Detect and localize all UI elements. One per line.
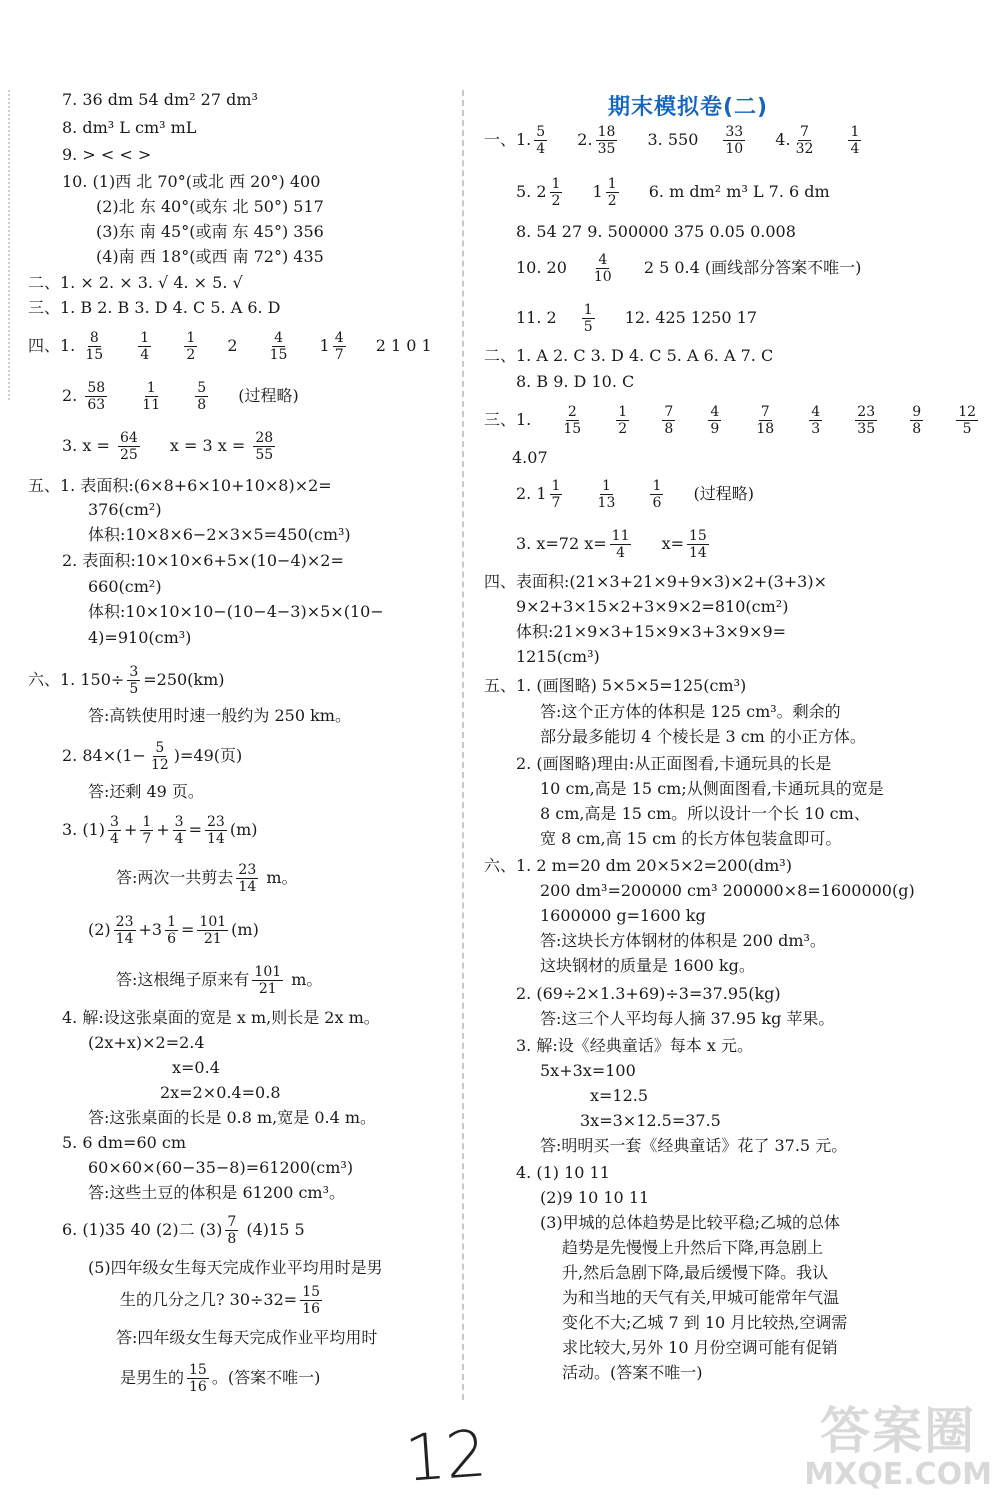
answer-line: 60×60×(60−35−8)=61200(cm³)	[88, 1158, 354, 1177]
watermark-text: 答案圈	[820, 1402, 977, 1460]
answer-line: 9. > < < >	[62, 145, 152, 164]
fraction: $\frac{5}{8}$	[197, 380, 207, 413]
answer-line: 4. 解:设这张桌面的宽是 x m,则长是 2x m。	[62, 1008, 380, 1027]
fraction: $\frac{23}{35}$	[857, 404, 876, 437]
answer-line: 4.07	[512, 448, 548, 467]
answer-line: 这块钢材的质量是 1600 kg。	[540, 956, 755, 975]
answer-line: 答:四年级女生每天完成作业平均用时	[116, 1328, 378, 1347]
fraction: $\frac{7}{8}$	[227, 1214, 237, 1247]
answer-line: 2x=2×0.4=0.8	[160, 1083, 281, 1102]
answer-line: 3x=3×12.5=37.5	[580, 1111, 721, 1130]
answer-line: 答:这个正方体的体积是 125 cm³。剩余的	[540, 702, 841, 721]
answer-line: 部分最多能切 4 个棱长是 3 cm 的小正方体。	[540, 727, 866, 746]
answer-line: (4)南 西 18°(或西 南 72°) 435	[96, 247, 324, 266]
section-6-q1: 六、1. 150÷ $\frac{3}{5}$ =250(km)	[28, 664, 225, 697]
fraction: $\frac{5}{4}$	[536, 124, 546, 157]
fraction: $\frac{1}{2}$	[186, 330, 196, 363]
answer-line: (2x+x)×2=2.4	[88, 1033, 205, 1052]
watermark-logo	[804, 1403, 992, 1491]
fraction: $\frac{1}{5}$	[583, 302, 593, 335]
answer-line: 200 dm³=200000 cm³ 200000×8=1600000(g)	[540, 881, 915, 900]
fraction: $\frac{58}{63}$	[87, 380, 106, 413]
r-section-3-q1: 三、1. $\frac{2}{15}$ $\frac{1}{2}$ $\frac{7}{8}$ $\frac{4}{9}$ $\frac{7}{18}$ $\frac{4}{3}$ $\frac{23}{35}$ $\frac{9}{8}$ $\frac{12}{5}$	[484, 404, 977, 437]
section-4-q3: 3. x = $\frac{64}{25}$ x = 3 x = $\frac{28}{55}$	[62, 430, 274, 463]
section-4-q2: 2. $\frac{58}{63}$ $\frac{1}{11}$ $\frac{5}{8}$ (过程略)	[62, 380, 299, 413]
fraction: $\frac{15}{14}$	[689, 528, 707, 561]
answer-line: 答:明明买一套《经典童话》花了 37.5 元。	[540, 1136, 848, 1155]
answer-line: (2)北 东 40°(或东 北 50°) 517	[96, 197, 324, 216]
handwritten-page-number: 12	[402, 1417, 489, 1497]
section-6-q3-part2: (2) $\frac{23}{14}$ +3 $\frac{1}{6}$ = $\frac{101}{21}$ (m)	[88, 914, 259, 947]
answer-line: (2)9 10 10 11	[540, 1188, 650, 1207]
answer-line: 宽 8 cm,高 15 cm 的长方体包装盒即可。	[540, 829, 842, 848]
fraction: $\frac{101}{21}$	[254, 964, 282, 997]
answer-line: 体积:10×8×6−2×3×5=450(cm³)	[88, 525, 351, 544]
answer-line: 3. 解:设《经典童话》每本 x 元。	[516, 1036, 753, 1055]
fraction: $\frac{1}{2}$	[551, 176, 561, 209]
answer-line: 4)=910(cm³)	[88, 628, 192, 647]
answer-line: 为和当地的天气有关,甲城可能常年气温	[562, 1288, 840, 1307]
column-divider	[462, 90, 464, 1400]
section-6-q2: 2. 84×(1− $\frac{5}{12}$ )=49(页)	[62, 740, 243, 773]
answer-line: 五、1. (画图略) 5×5×5=125(cm³)	[484, 676, 747, 695]
section-3-answers: 三、1. B 2. B 3. D 4. C 5. A 6. D	[28, 298, 281, 317]
fraction: $\frac{2}{15}$	[563, 404, 582, 437]
section-6-q3-answer: 答:两次一共剪去 $\frac{23}{14}$ m。	[116, 862, 298, 895]
fraction: $\frac{23}{14}$	[207, 814, 225, 847]
answer-line: 5x+3x=100	[540, 1061, 636, 1080]
section-2-answers: 二、1. × 2. × 3. √ 4. × 5. √	[28, 273, 243, 292]
fraction: $\frac{11}{4}$	[611, 528, 630, 561]
fraction: $\frac{3}{4}$	[110, 814, 119, 847]
answer-line: (5)四年级女生每天完成作业平均用时是男	[88, 1258, 383, 1277]
fraction: $\frac{15}{16}$	[302, 1284, 321, 1317]
answer-line: 5. 6 dm=60 cm	[62, 1133, 187, 1152]
fraction: $\frac{4}{15}$	[269, 330, 288, 363]
answer-line: 1600000 g=1600 kg	[540, 906, 706, 925]
answer-line: 9×2+3×15×2+3×9×2=810(cm²)	[516, 597, 789, 616]
section-6-q6-answer: 是男生的 $\frac{15}{16}$ 。(答案不唯一)	[120, 1362, 321, 1395]
section-6-q6: 6. (1)35 40 (2)二 (3) $\frac{7}{8}$ (4)15 5	[62, 1214, 305, 1247]
fraction: $\frac{18}{35}$	[597, 124, 616, 157]
answer-line: 四、表面积:(21×3+21×9+9×3)×2+(3+3)×	[484, 572, 827, 591]
fraction: $\frac{7}{18}$	[756, 404, 775, 437]
fraction: $\frac{101}{21}$	[199, 914, 227, 947]
fraction: $\frac{15}{16}$	[189, 1362, 207, 1395]
answer-line: 2. (画图略)理由:从正面图看,卡通玩具的长是	[516, 754, 832, 773]
answer-line: 7. 36 dm 54 dm² 27 dm³	[62, 90, 258, 109]
answer-line: 8 cm,高是 15 cm。所以设计一个长 10 cm、	[540, 804, 870, 823]
answer-line: 答:这块长方体钢材的体积是 200 dm³。	[540, 931, 826, 950]
answer-line: 活动。(答案不唯一)	[562, 1363, 703, 1382]
answer-line: 660(cm²)	[88, 577, 162, 596]
answer-line: (3)甲城的总体趋势是比较平稳;乙城的总体	[540, 1213, 841, 1232]
fraction: $\frac{3}{5}$	[129, 664, 139, 697]
fraction: $\frac{3}{4}$	[174, 814, 184, 847]
answer-line: 376(cm²)	[88, 500, 162, 519]
fraction: $\frac{4}{9}$	[710, 404, 720, 437]
answer-line: 升,然后急剧下降,最后缓慢下降。我认	[562, 1263, 829, 1282]
r-section-1-line5: 11. 2 $\frac{1}{5}$ 12. 425 1250 17	[516, 302, 758, 335]
fraction: $\frac{9}{8}$	[912, 404, 922, 437]
answer-line: 8. 54 27 9. 500000 375 0.05 0.008	[516, 222, 796, 241]
fraction: $\frac{64}{25}$	[119, 430, 138, 463]
fraction: $\frac{33}{10}$	[725, 124, 744, 157]
section-6-q3-part2-answer: 答:这根绳子原来有 $\frac{101}{21}$ m。	[116, 964, 323, 997]
answer-line: 答:这些土豆的体积是 61200 cm³。	[88, 1183, 346, 1202]
answer-line: (3)东 南 45°(或南 东 45°) 356	[96, 222, 324, 241]
fraction: $\frac{7}{8}$	[664, 404, 674, 437]
fraction: $\frac{4}{3}$	[811, 404, 821, 437]
fraction: $\frac{1}{7}$	[551, 478, 561, 511]
answer-line: 变化不大;乙城 7 到 10 月比较热,空调需	[562, 1313, 848, 1332]
fraction: $\frac{1}{6}$	[167, 914, 177, 947]
answer-line: 体积:10×10×10−(10−4−3)×5×(10−	[88, 602, 384, 621]
r-section-2-answers: 二、1. A 2. C 3. D 4. C 5. A 6. A 7. C	[484, 346, 774, 365]
section-6-q3: 3. (1) $\frac{3}{4}$ + $\frac{1}{7}$ + $\frac{3}{4}$ = $\frac{23}{14}$ (m)	[62, 814, 258, 847]
page-title: 期末模拟卷(二)	[608, 95, 769, 120]
answer-line: 4. (1) 10 11	[516, 1163, 610, 1182]
fraction: $\frac{4}{10}$	[593, 252, 612, 285]
answer-line: 答:高铁使用时速一般约为 250 km。	[88, 706, 351, 725]
answer-line: 求比较大,另外 10 月份空调可能有促销	[562, 1338, 838, 1357]
section-6-q6-calc: 生的几分之几? 30÷32= $\frac{15}{16}$	[120, 1284, 321, 1317]
fraction: $\frac{8}{15}$	[85, 330, 104, 363]
fraction: $\frac{12}{5}$	[958, 404, 977, 437]
answer-line: 答:这三个人平均每人摘 37.95 kg 苹果。	[540, 1009, 835, 1028]
answer-line: 2. (69÷2×1.3+69)÷3=37.95(kg)	[516, 984, 781, 1003]
answer-line: 2. 表面积:10×10×6+5×(10−4)×2=	[62, 551, 344, 570]
fraction: $\frac{1}{7}$	[142, 814, 152, 847]
fraction: $\frac{1}{4}$	[850, 124, 860, 157]
answer-line: 五、1. 表面积:(6×8+6×10+10×8)×2=	[28, 476, 332, 495]
r-section-1-line1: 一、1. $\frac{5}{4}$ 2. $\frac{18}{35}$ 3. 550 $\frac{33}{10}$ 4. $\frac{7}{32}$ $\frac{1}{4}$	[484, 124, 860, 157]
answer-line: 10. (1)西 北 70°(或北 西 20°) 400	[62, 172, 321, 191]
answer-line: 六、1. 2 m=20 dm 20×5×2=200(dm³)	[484, 856, 792, 875]
fraction: $\frac{4}{7}$	[334, 330, 344, 363]
answer-line: x=12.5	[590, 1086, 649, 1105]
r-section-1-line4: 10. 20 $\frac{4}{10}$ 2 5 0.4 (画线部分答案不唯一)	[516, 252, 862, 285]
r-section-3-q3: 3. x=72 x= $\frac{11}{4}$ x= $\frac{15}{14}$	[516, 528, 707, 561]
answer-line: 1215(cm³)	[516, 647, 600, 666]
label: 四、1.	[28, 336, 76, 355]
margin-dotted-line	[8, 90, 10, 400]
answer-line: x=0.4	[172, 1058, 220, 1077]
fraction: $\frac{1}{4}$	[140, 330, 150, 363]
fraction: $\frac{1}{13}$	[597, 478, 616, 511]
r-section-2-answers: 8. B 9. D 10. C	[516, 372, 635, 391]
fraction: $\frac{7}{32}$	[795, 124, 814, 157]
fraction: $\frac{23}{14}$	[238, 862, 257, 895]
answer-line: 体积:21×9×3+15×9×3+3×9×9=	[516, 622, 787, 641]
fraction: $\frac{1}{11}$	[142, 380, 161, 413]
fraction: $\frac{1}{6}$	[652, 478, 662, 511]
answer-line: 答:这张桌面的长是 0.8 m,宽是 0.4 m。	[88, 1108, 377, 1127]
answer-line: 8. dm³ L cm³ mL	[62, 118, 197, 137]
fraction: $\frac{5}{12}$	[150, 740, 169, 773]
fraction: $\frac{1}{2}$	[618, 404, 628, 437]
answer-line: 10 cm,高是 15 cm;从侧面图看,卡通玩具的宽是	[540, 779, 884, 798]
r-section-3-q2: 2. 1 $\frac{1}{7}$ $\frac{1}{13}$ $\frac{1}{6}$ (过程略)	[516, 478, 754, 511]
watermark-url: MXQE.COM	[804, 1457, 992, 1492]
r-section-1-line2: 5. 2 $\frac{1}{2}$ 1 $\frac{1}{2}$ 6. m dm² m³ L 7. 6 dm	[516, 176, 830, 209]
section-4-q1: 四、1. $\frac{8}{15}$ $\frac{1}{4}$ $\frac{1}{2}$ 2 $\frac{4}{15}$ 1 $\frac{4}{7}$ 2 1 0 1	[28, 330, 432, 363]
answer-line: 趋势是先慢慢上升然后下降,再急剧上	[562, 1238, 824, 1257]
fraction: $\frac{1}{2}$	[607, 176, 617, 209]
fraction: $\frac{28}{55}$	[255, 430, 274, 463]
fraction: $\frac{23}{14}$	[115, 914, 134, 947]
answer-line: 答:还剩 49 页。	[88, 782, 204, 801]
